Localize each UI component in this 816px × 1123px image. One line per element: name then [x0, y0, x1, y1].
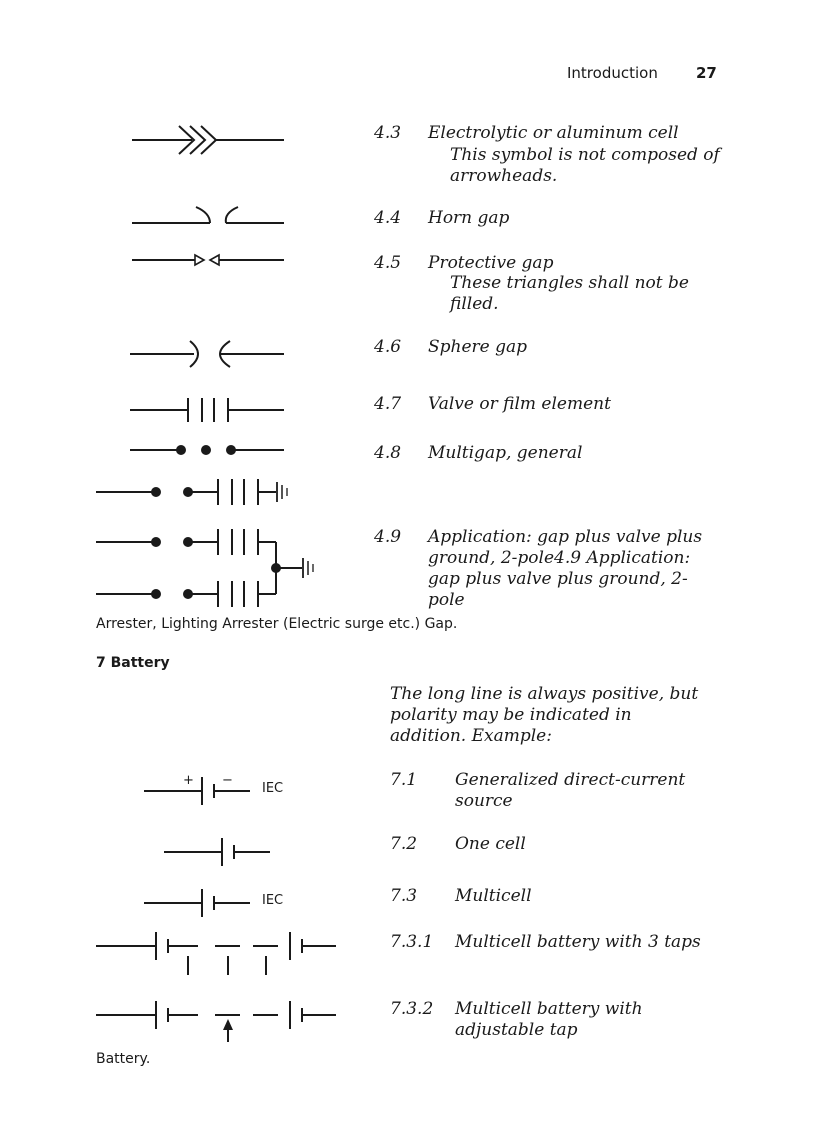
dc-source-symbol	[144, 777, 250, 805]
entry-note: This symbol is not composed of arrowheads.	[450, 145, 720, 186]
two-pole-gap-valve-ground-symbol	[96, 529, 313, 607]
entry-note: These triangles shall not be filled.	[450, 273, 689, 314]
one-cell-symbol	[164, 838, 270, 866]
electrolytic-cell-symbol	[132, 126, 284, 154]
entry-label: One cell	[455, 834, 526, 854]
entry-label: Sphere gap	[428, 337, 528, 357]
entry-label: Multicell	[455, 886, 532, 906]
valve-element-symbol	[130, 398, 284, 422]
iec-tag-multicell: IEC	[262, 893, 284, 908]
running-header-title: Introduction	[567, 64, 658, 82]
multicell-three-taps-symbol	[96, 932, 336, 975]
iec-tag-dc-source: IEC	[262, 781, 284, 796]
gap-valve-ground-symbol	[96, 479, 287, 505]
entry-number: 4.4	[374, 208, 402, 228]
entry-number: 4.9	[374, 527, 402, 547]
entry-label: Generalized direct-current source	[455, 770, 686, 811]
page-number: 27	[696, 64, 717, 82]
entry-number: 4.6	[374, 337, 402, 357]
entry-number: 7.3.1	[390, 932, 434, 952]
entry-label: Electrolytic or aluminum cell	[428, 123, 679, 143]
battery-intro: The long line is always positive, but polarity may be indicated in addition. Example:	[390, 684, 699, 746]
section-title: 7 Battery	[96, 655, 170, 671]
polarity-minus: −	[222, 773, 233, 788]
protective-gap-symbol	[132, 255, 284, 265]
multicell-adjustable-tap-symbol	[96, 1001, 336, 1042]
entry-label: Multicell battery with 3 taps	[455, 932, 701, 952]
entry-number: 4.7	[374, 394, 402, 414]
battery-figure-caption: Battery.	[96, 1051, 151, 1067]
entry-number: 7.2	[390, 834, 418, 854]
entry-number: 4.3	[374, 123, 402, 143]
entry-number: 7.3	[390, 886, 418, 906]
multicell-symbol	[144, 889, 250, 917]
entry-label: Multigap, general	[428, 443, 583, 463]
entry-number: 4.5	[374, 253, 402, 273]
entry-label: Multicell battery with adjustable tap	[455, 999, 643, 1040]
horn-gap-symbol	[132, 207, 284, 223]
sphere-gap-symbol	[130, 341, 284, 367]
entry-label: Application: gap plus valve plus ground, 2-pole4.9 Application: gap plus valve plus ground, 2-pole	[428, 527, 703, 610]
gap-figure-caption: Arrester, Lighting Arrester (Electric surge etc.) Gap.	[96, 616, 458, 632]
entry-label: Protective gap	[428, 253, 554, 273]
entry-label: Valve or film element	[428, 394, 611, 414]
entry-number: 7.3.2	[390, 999, 434, 1019]
multigap-symbol	[130, 446, 284, 454]
entry-number: 4.8	[374, 443, 402, 463]
polarity-plus: +	[183, 773, 194, 788]
entry-number: 7.1	[390, 770, 418, 790]
entry-label: Horn gap	[428, 208, 510, 228]
